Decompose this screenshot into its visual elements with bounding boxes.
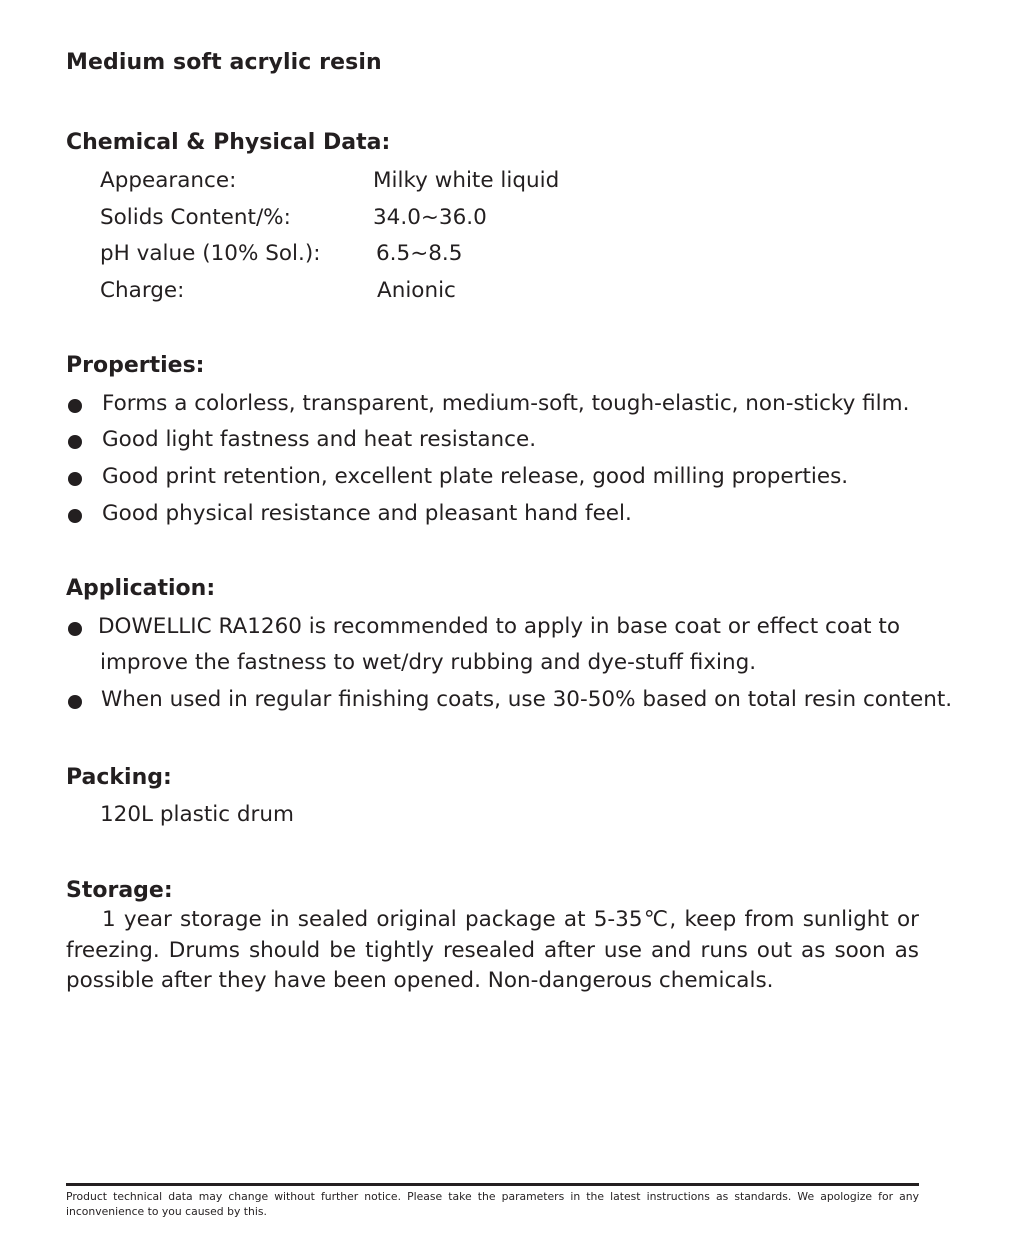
application-item-text: improve the fastness to wet/dry rubbing and dye-stuff fixing. [100,650,757,675]
application-item-text: When used in regular finishing coats, use 30-50% based on total resin content. [101,687,953,712]
bullet-icon [68,509,82,523]
document-title: Medium soft acrylic resin [66,50,382,75]
packing-text: 120L plastic drum [100,802,294,827]
properties-heading: Properties: [66,353,205,378]
properties-item-text: Good light fastness and heat resistance. [102,427,537,452]
application-item-text: DOWELLIC RA1260 is recommended to apply in base coat or effect coat to [98,614,900,639]
storage-heading: Storage: [66,878,173,903]
chemical-data-heading: Chemical & Physical Data: [66,130,391,155]
footer-divider [66,1183,919,1186]
chemical-value: Milky white liquid [373,168,560,193]
properties-item-text: Good physical resistance and pleasant hand feel. [102,501,632,526]
storage-paragraph: 1 year storage in sealed original package at 5-35℃, keep from sunlight or freezing. Drums should be tightly resealed after use and runs out as soon as possible after they have been opened. Non-dangerous chemicals. [66,907,919,993]
bullet-icon [68,472,82,486]
chemical-value: Anionic [377,278,456,303]
chemical-label: Appearance: [100,168,237,193]
bullet-icon [68,399,82,413]
properties-item-text: Forms a colorless, transparent, medium-soft, tough-elastic, non-sticky film. [102,391,910,416]
properties-item-text: Good print retention, excellent plate release, good milling properties. [102,464,849,489]
chemical-value: 6.5~8.5 [376,241,463,266]
bullet-icon [68,435,82,449]
chemical-value: 34.0~36.0 [373,205,487,230]
chemical-label: pH value (10% Sol.): [100,241,321,266]
application-heading: Application: [66,576,216,601]
chemical-label: Charge: [100,278,185,303]
bullet-icon [68,695,82,709]
footer-note: Product technical data may change without further notice. Please take the parameters in the latest instructions as standards. We apologize for any inconvenience to you caused by this. [66,1190,919,1218]
document-page [66,0,953,1253]
packing-heading: Packing: [66,765,172,790]
bullet-icon [68,622,82,636]
chemical-label: Solids Content/%: [100,205,291,230]
